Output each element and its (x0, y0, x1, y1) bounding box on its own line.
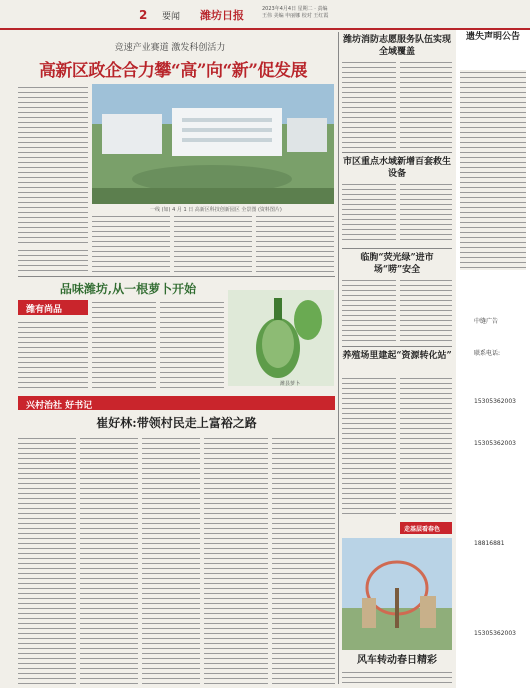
section-name: 要闻 (162, 12, 181, 22)
lead-text-col3 (174, 214, 252, 272)
rescue-text-col2 (400, 182, 452, 244)
village-text-col3 (142, 436, 200, 684)
lead-title: 高新区政企合力攀“高”向“新”促发展 (38, 61, 308, 81)
notice-title: 遗失声明公告 (465, 32, 520, 42)
divider-r2 (342, 248, 452, 249)
spring-band (400, 522, 452, 534)
linqu-text-col2 (400, 278, 452, 344)
lead-text-col4 (256, 214, 334, 272)
farm-text-col2 (400, 376, 452, 516)
radish-text-col3 (160, 300, 224, 392)
divider-r1 (342, 152, 452, 153)
lead-text-col2 (92, 214, 170, 272)
contact-label: 联系电话: (474, 350, 501, 357)
linqu-title: 临朐“荧光绿”进市场“唠”安全 (360, 253, 434, 275)
radish-text-col2 (92, 300, 156, 392)
village-title: 崔好林:带领村民走上富裕之路 (96, 416, 257, 430)
windmill-photo (342, 538, 452, 650)
radish-band-label: 潍有尚品 (26, 305, 63, 315)
lead-text-col1 (18, 85, 88, 245)
rescue-text-col1 (342, 182, 396, 244)
village-text-col1 (18, 436, 76, 684)
phone-3: 18816881 (474, 540, 505, 547)
village-text-col2 (80, 436, 138, 684)
village-band (18, 396, 335, 410)
farm-text-col1 (342, 376, 396, 516)
divider-1 (18, 276, 335, 277)
fire-text-col1 (342, 60, 396, 150)
newspaper-logo: 潍坊日报 (200, 9, 244, 22)
windmill-text (342, 670, 452, 684)
notice-text (460, 70, 526, 270)
village-band-label: 兴村治社 好书记 (26, 401, 93, 411)
divider-vertical (338, 32, 339, 684)
fire-text-col2 (400, 60, 452, 150)
spring-band-label: 走基层看春色 (404, 526, 441, 533)
linqu-text-col1 (342, 278, 396, 344)
phone-1: 15305362003 (474, 398, 516, 405)
phone-4: 15305362003 (474, 630, 516, 637)
date-line: 2023年4月4日 星期二 · 责编 王伟 美编 申丽娜 校对 王红霞 (262, 6, 329, 19)
radish-photo-caption: 潍县萝卜 (280, 381, 301, 387)
village-text-col4 (204, 436, 268, 684)
radish-photo (228, 290, 334, 386)
ad-label: 中缝广告 (474, 318, 499, 325)
page-header (0, 0, 530, 30)
radish-title: 品味潍坊,从一根萝卜开始 (59, 282, 197, 296)
lead-photo-caption: 一线 (如) 4 月 1 日 高新区科技创新园区 全景图 (资料图片) (150, 207, 282, 213)
fire-volunteer-title: 潍坊消防志愿服务队伍实现全域覆盖 (342, 35, 451, 57)
phone-2: 15305362003 (474, 440, 516, 447)
page-number: 2 (139, 8, 148, 22)
radish-band (18, 300, 88, 315)
windmill-title: 风车转动春日精彩 (357, 655, 437, 666)
farm-title: 养殖场里建起“资源转化站” (342, 351, 452, 361)
rescue-title: 市区重点水域新增百套救生设备 (342, 157, 451, 179)
radish-text-col1 (18, 320, 88, 392)
lead-photo (92, 84, 334, 204)
village-text-col5 (272, 436, 335, 684)
lead-text-col1b (18, 248, 88, 272)
lead-kicker: 竞速产业赛道 激发科创活力 (114, 43, 226, 53)
classified-column (456, 30, 530, 688)
divider-r3 (342, 346, 452, 347)
